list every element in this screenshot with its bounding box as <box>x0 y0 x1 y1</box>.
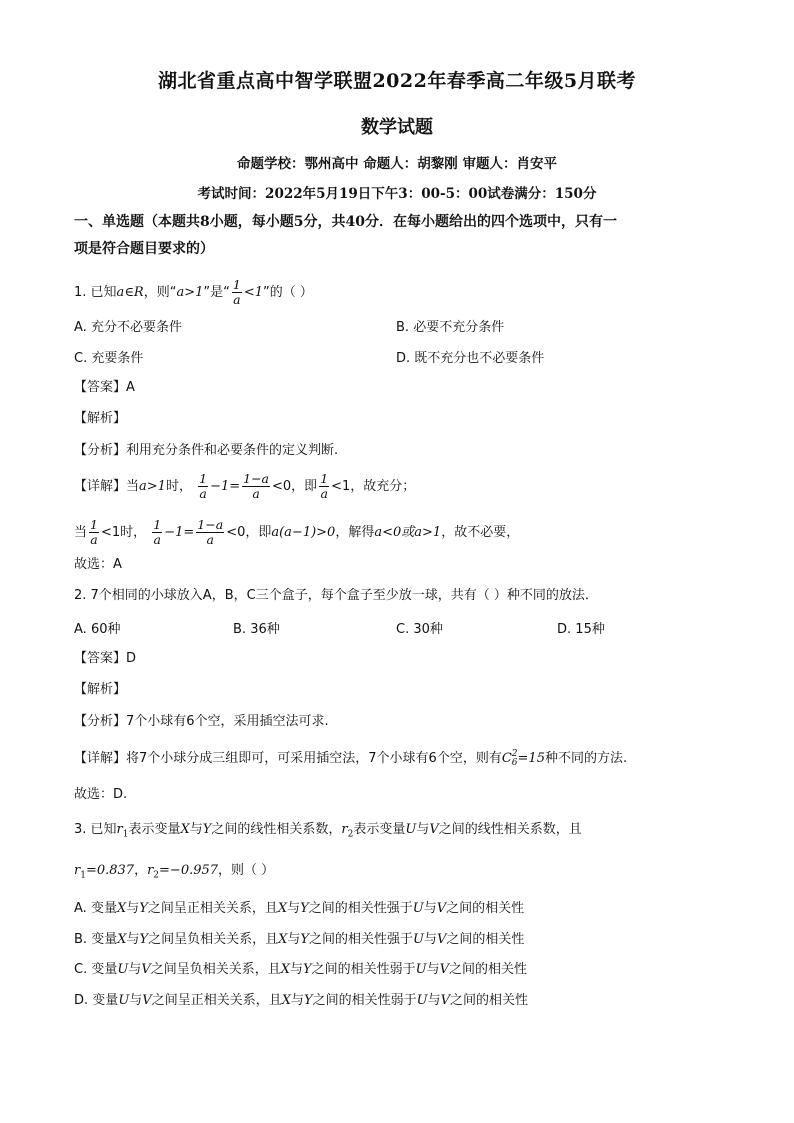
option-label: C. <box>74 962 88 977</box>
option-text: 必要不充分条件 <box>413 320 505 335</box>
text: 与 <box>287 901 301 916</box>
option-label: C. <box>396 622 410 637</box>
q3-stem-line2: $r_1=0.837$，$r_2=-0.957$，则（ ） <box>74 863 275 881</box>
q2-option-a <box>74 618 120 637</box>
frac-num: 1 <box>90 517 98 532</box>
r2-value: =−0.957 <box>159 863 219 878</box>
option-label: D. <box>74 993 89 1008</box>
fenxi-tag: 【分析】 <box>74 443 127 458</box>
q3-option-b <box>74 930 524 950</box>
r-sub: 2 <box>153 870 160 881</box>
option-label: B. <box>74 932 88 947</box>
exam-title: 湖北省重点高中智学联盟2022年春季高二年级5月联考 <box>157 70 637 92</box>
q1-option-c <box>74 347 143 366</box>
fraction <box>198 472 208 501</box>
var: U <box>413 932 424 947</box>
var: Y <box>300 901 309 916</box>
var: Y <box>303 962 312 977</box>
exam-info-line: 考试时间：2022年5月19日下午3：00-5：00试卷满分：150分 <box>197 186 597 202</box>
q1-stem-mid: ，则“ <box>143 285 177 300</box>
q3-stem-line1 <box>74 820 582 845</box>
frac-den: a <box>206 532 214 547</box>
q1-fraction <box>232 278 242 307</box>
r-sub: 2 <box>347 829 354 840</box>
q1-var-a: a <box>116 285 125 300</box>
math-solution: a<0或a>1 <box>374 525 442 540</box>
var: U <box>118 993 130 1008</box>
q1-frac-den: a <box>233 292 241 307</box>
q1-fenxi <box>74 441 338 461</box>
q1-answer <box>74 378 135 398</box>
text: 之间的相关性弱于 <box>312 993 417 1008</box>
q2-fenxi <box>74 712 329 732</box>
text: 种不同的方法. <box>544 751 628 766</box>
frac-den: a <box>252 486 260 501</box>
text: 3. 已知 <box>74 822 117 837</box>
frac-num: 1 <box>320 471 329 486</box>
section-heading <box>74 209 724 263</box>
frac-num: 1−a <box>197 517 224 532</box>
text: ，则（ ） <box>218 863 275 878</box>
var-x: X <box>180 822 190 837</box>
fraction <box>196 518 224 547</box>
fenxi-text: 利用充分条件和必要条件的定义判断. <box>126 443 339 458</box>
answer-value: A <box>126 380 135 395</box>
fraction <box>319 472 329 501</box>
comb-eq: =15 <box>517 751 545 766</box>
q1-detail-line2 <box>74 518 519 547</box>
r1-value: =0.837 <box>85 863 135 878</box>
frac-num: 1 <box>153 517 162 532</box>
subject-title: 数学试题 <box>361 117 433 138</box>
r-var: r <box>341 822 348 837</box>
section-heading-line1: 一、单选题（本题共8小题，每小题5分，共40分．在每小题给出的四个选项中，只有一 <box>74 214 617 230</box>
text: 变量 <box>92 993 119 1008</box>
text: 与 <box>129 993 143 1008</box>
q2-option-c <box>396 618 443 637</box>
var: U <box>416 993 428 1008</box>
text: 与 <box>426 962 440 977</box>
frac-den: a <box>90 532 98 547</box>
q1-option-a <box>74 316 182 335</box>
comb-sub: 6 <box>511 757 518 768</box>
text: 与 <box>290 962 304 977</box>
math-text: −1= <box>164 525 195 540</box>
var: Y <box>139 932 149 947</box>
text: 当 <box>74 525 88 540</box>
text: 与 <box>290 993 304 1008</box>
text: 之间的相关性 <box>446 901 525 916</box>
q2-option-d <box>557 618 605 637</box>
q2-answer <box>74 649 136 669</box>
var: X <box>116 901 127 916</box>
option-label: A. <box>74 901 87 916</box>
option-label: A. <box>74 320 87 335</box>
r-sub: 1 <box>80 870 86 881</box>
var: X <box>281 993 291 1008</box>
text: 之间的相关性弱于 <box>311 962 416 977</box>
q3-option-c <box>74 960 527 980</box>
text: 之间呈负相关关系，且 <box>148 932 279 947</box>
fenxi-tag: 【分析】 <box>74 714 127 729</box>
option-text: 15种 <box>575 622 605 637</box>
text: 之间的相关性 <box>449 962 528 977</box>
text: 表示变量 <box>353 822 406 837</box>
text: 与 <box>128 962 142 977</box>
text: 之间的相关性强于 <box>308 901 413 916</box>
q2-detail <box>74 749 627 769</box>
r-sub: 1 <box>122 829 129 840</box>
option-label: B. <box>396 320 410 335</box>
var-y: Y <box>202 822 212 837</box>
text: 与 <box>416 822 430 837</box>
section-heading-line2: 项是符合题目要求的） <box>74 241 214 257</box>
r-var: r <box>116 822 123 837</box>
q2-conclusion: 故选：D. <box>74 787 128 802</box>
comb-sup: 2 <box>511 748 518 759</box>
q1-cond2-tail: <1 <box>243 285 264 300</box>
detail-tag: 【详解】 <box>74 479 127 494</box>
text: 与 <box>189 822 203 837</box>
text: 变量 <box>91 962 118 977</box>
var: V <box>436 932 447 947</box>
text: 与 <box>427 993 441 1008</box>
q2-option-b <box>233 618 280 637</box>
text: 之间的相关性 <box>446 932 525 947</box>
q1-stem-suffix: ”的（ ） <box>263 285 313 300</box>
var: X <box>280 962 291 977</box>
option-label: D. <box>396 351 411 366</box>
fraction <box>89 518 99 547</box>
text: 与 <box>287 932 301 947</box>
frac-den: a <box>153 532 161 547</box>
text: 之间呈正相关关系，且 <box>151 993 282 1008</box>
authors-line: 命题学校：鄂州高中 命题人：胡黎刚 审题人：肖安平 <box>237 156 557 172</box>
answer-value: D <box>126 651 137 666</box>
var: V <box>142 993 152 1008</box>
text: 之间的线性相关系数，且 <box>438 822 582 837</box>
text: 将7个小球分成三组即可，可采用插空法，7个小球有6个空，则有 <box>126 751 502 766</box>
option-label: D. <box>557 622 572 637</box>
text: 时， <box>165 479 192 494</box>
detail-tag: 【详解】 <box>74 751 127 766</box>
q1-option-b <box>396 316 504 335</box>
var: X <box>278 932 288 947</box>
r-var: r <box>74 863 81 878</box>
q1-cond1: a>1 <box>176 285 204 300</box>
q1-stem-prefix: 1. 已知 <box>74 285 117 300</box>
text: 之间呈负相关关系，且 <box>150 962 281 977</box>
var: X <box>117 932 127 947</box>
q1-in-r: ∈R <box>124 285 144 300</box>
text: 变量 <box>91 932 118 947</box>
text: 与 <box>126 932 140 947</box>
q2-stem: 2. 7个相同的小球放入A，B，C三个盒子，每个盒子至少放一球，共有（ ）种不同的放法． <box>74 588 598 603</box>
var: V <box>141 962 151 977</box>
r-var: r <box>147 863 154 878</box>
fraction <box>152 518 162 547</box>
option-text: 充要条件 <box>91 351 144 366</box>
var-u: U <box>405 822 417 837</box>
math-text: −1= <box>210 479 241 494</box>
option-label: B. <box>233 622 247 637</box>
q3-option-d <box>74 991 528 1011</box>
text: <0，即 <box>226 525 272 540</box>
text: 与 <box>423 932 437 947</box>
option-label: A. <box>74 622 87 637</box>
q1-detail-line1 <box>74 472 415 501</box>
q2-analysis-tag: 【解析】 <box>74 682 127 697</box>
option-text: 36种 <box>250 622 280 637</box>
math-cond: a>1 <box>139 479 166 494</box>
text: <0，即 <box>272 479 318 494</box>
frac-num: 1−a <box>243 471 270 486</box>
q1-stem <box>74 278 313 307</box>
fraction <box>242 472 270 501</box>
answer-tag: 【答案】 <box>74 380 127 395</box>
q3-option-a <box>74 899 524 919</box>
text: <1，故充分； <box>331 479 416 494</box>
option-text: 既不充分也不必要条件 <box>414 351 545 366</box>
text: 之间的相关性强于 <box>308 932 413 947</box>
text: 变量 <box>90 901 117 916</box>
text: 与 <box>423 901 437 916</box>
comb-base: C <box>501 751 512 766</box>
math-expr: a(a−1)>0 <box>271 525 336 540</box>
var: X <box>277 901 288 916</box>
fenxi-text: 7个小球有6个空，采用插空法可求. <box>126 714 329 729</box>
var: U <box>415 962 427 977</box>
comb-expr <box>501 748 545 768</box>
var: U <box>412 901 424 916</box>
q1-option-d <box>396 347 544 366</box>
option-text: 30种 <box>413 622 443 637</box>
text: <1时， <box>100 525 147 540</box>
option-text: 充分不必要条件 <box>90 320 182 335</box>
var: Y <box>303 993 313 1008</box>
var: Y <box>139 901 148 916</box>
text: 之间的相关性 <box>449 993 528 1008</box>
text: 之间的线性相关系数， <box>211 822 342 837</box>
var: Y <box>300 932 309 947</box>
frac-den: a <box>199 486 207 501</box>
q1-stem-mid2: ”是“ <box>203 285 230 300</box>
text: 表示变量 <box>128 822 181 837</box>
var-v: V <box>429 822 439 837</box>
q1-conclusion: 故选：A <box>74 557 122 572</box>
text: ，故不必要， <box>441 525 520 540</box>
var: V <box>439 962 450 977</box>
text: 之间呈正相关关系，且 <box>147 901 278 916</box>
q1-frac-num: 1 <box>232 277 241 292</box>
text: 与 <box>126 901 140 916</box>
text: ，解得 <box>335 525 375 540</box>
answer-tag: 【答案】 <box>74 651 127 666</box>
var: V <box>436 901 447 916</box>
q1-analysis-tag: 【解析】 <box>74 411 127 426</box>
text: 当 <box>126 479 140 494</box>
frac-den: a <box>320 486 328 501</box>
var: V <box>440 993 450 1008</box>
option-label: C. <box>74 351 88 366</box>
var: U <box>117 962 129 977</box>
frac-num: 1 <box>199 471 208 486</box>
option-text: 60种 <box>90 622 121 637</box>
